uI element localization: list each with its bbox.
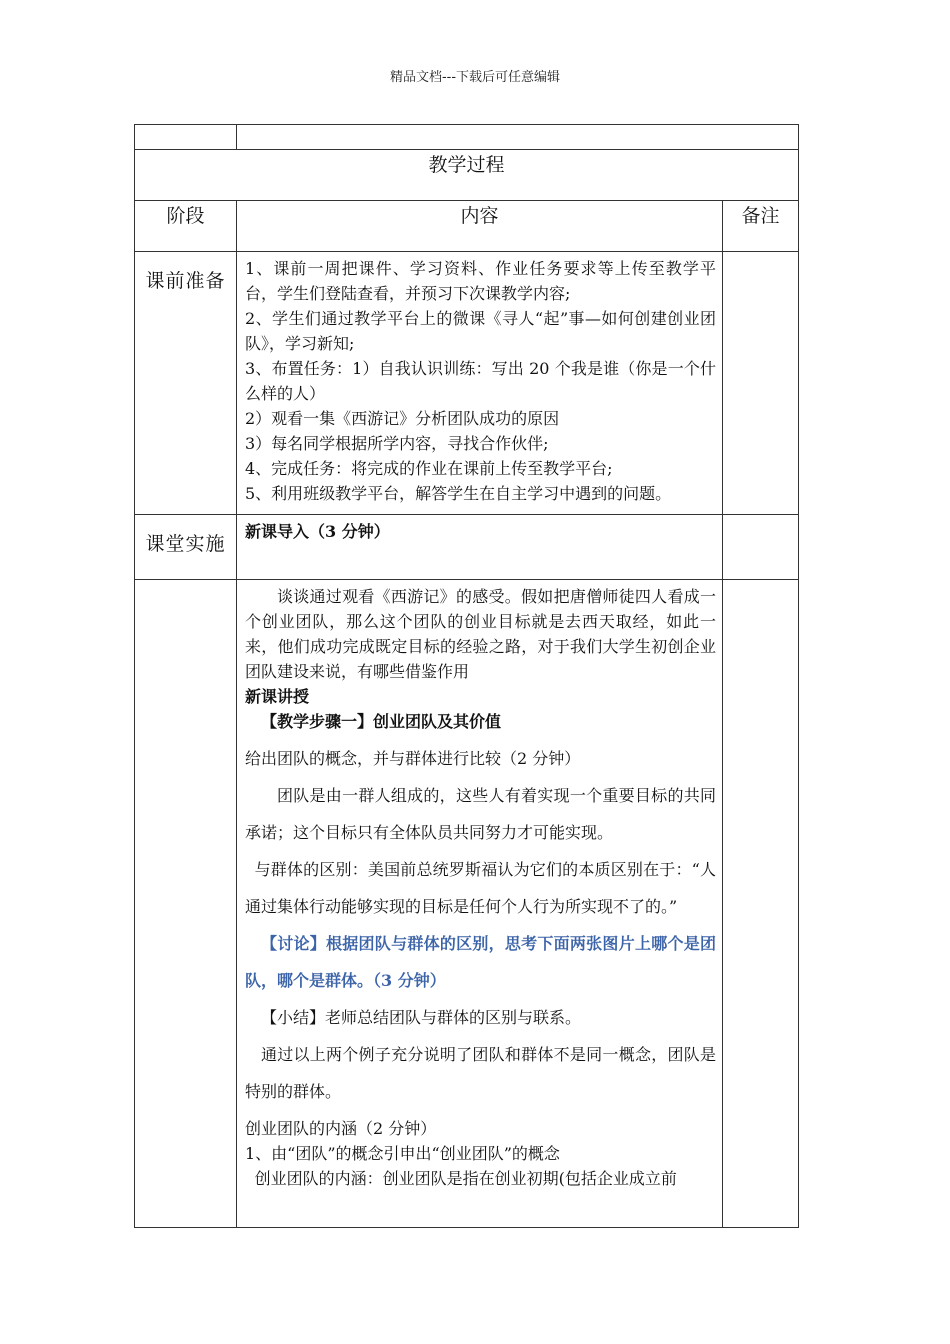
notes-cell [723,252,799,515]
intro-heading: 新课导入（3 分钟） [245,522,390,541]
empty-cell [135,125,237,150]
column-header-stage: 阶段 [135,201,237,252]
step1-heading: 【教学步骤一】创业团队及其价值 [261,712,502,731]
table-title: 教学过程 [135,150,799,201]
prep-line: 3、布置任务：1）自我认识训练：写出 20 个我是谁（你是一个什么样的人） [245,359,716,403]
connotation-point: 1、由“团队”的概念引申出“创业团队”的概念 [245,1144,560,1163]
lecture-heading: 新课讲授 [245,687,310,706]
column-header-notes: 备注 [723,201,799,252]
stage-prep: 课前准备 [135,252,237,515]
prep-line: 5、利用班级教学平台，解答学生在自主学习中遇到的问题。 [245,484,672,503]
connotation-text: 创业团队的内涵：创业团队是指在创业初期(包括企业成立前 [254,1169,677,1188]
empty-cell [237,125,799,150]
classroom-content [237,515,723,580]
table-row-empty [135,125,799,150]
prep-content [237,252,723,515]
prep-line: 3）每名同学根据所学内容，寻找合作伙伴; [245,434,549,453]
notes-cell [723,580,799,1228]
team-definition: 团队是由一群人组成的，这些人有着实现一个重要目标的共同承诺；这个目标只有全体队员共同努力才可能实现。 [245,786,716,842]
empty-stage-cell [135,580,237,1228]
group-difference: 与群体的区别：美国前总统罗斯福认为它们的本质区别在于：“人通过集体行动能够实现的目标是任何个人行为所实现不了的。” [245,860,716,916]
prep-line: 2、学生们通过教学平台上的微课《寻人“起”事—如何创建创业团队》，学习新知; [245,309,716,353]
page-header: 精品文档---下载后可任意编辑 [389,70,561,85]
table-row-body [135,580,799,1228]
lesson-body [237,580,723,1228]
discussion-prompt: 【讨论】根据团队与群体的区别，思考下面两张图片上哪个是团队，哪个是群体。（3 分钟） [245,934,716,990]
table-row-prep [135,252,799,515]
notes-cell [723,515,799,580]
conclusion-text: 通过以上两个例子充分说明了团队和群体不是同一概念，团队是特别的群体。 [245,1045,716,1101]
table-row-title [135,150,799,201]
prep-line: 2）观看一集《西游记》分析团队成功的原因 [245,409,560,428]
concept-compare: 给出团队的概念，并与群体进行比较（2 分钟） [245,749,581,768]
column-header-content: 内容 [237,201,723,252]
stage-classroom: 课堂实施 [135,515,237,580]
prep-line: 4、完成任务：将完成的作业在课前上传至教学平台; [245,459,613,478]
prep-line: 1、课前一周把课件、学习资料、作业任务要求等上传至教学平台，学生们登陆查看，并预习下次课教学内容; [245,259,716,303]
table-row-classroom [135,515,799,580]
teaching-process-table [134,124,799,1228]
summary-note: 【小结】老师总结团队与群体的区别与联系。 [261,1008,582,1027]
connotation-heading: 创业团队的内涵（2 分钟） [245,1119,437,1138]
intro-text: 谈谈通过观看《西游记》的感受。假如把唐僧师徒四人看成一个创业团队，那么这个团队的创业目标就是去西天取经，如此一来，他们成功完成既定目标的经验之路，对于我们大学生初创企业团队建设来说，有哪些借鉴作用 [245,587,716,681]
table-header-row [135,201,799,252]
